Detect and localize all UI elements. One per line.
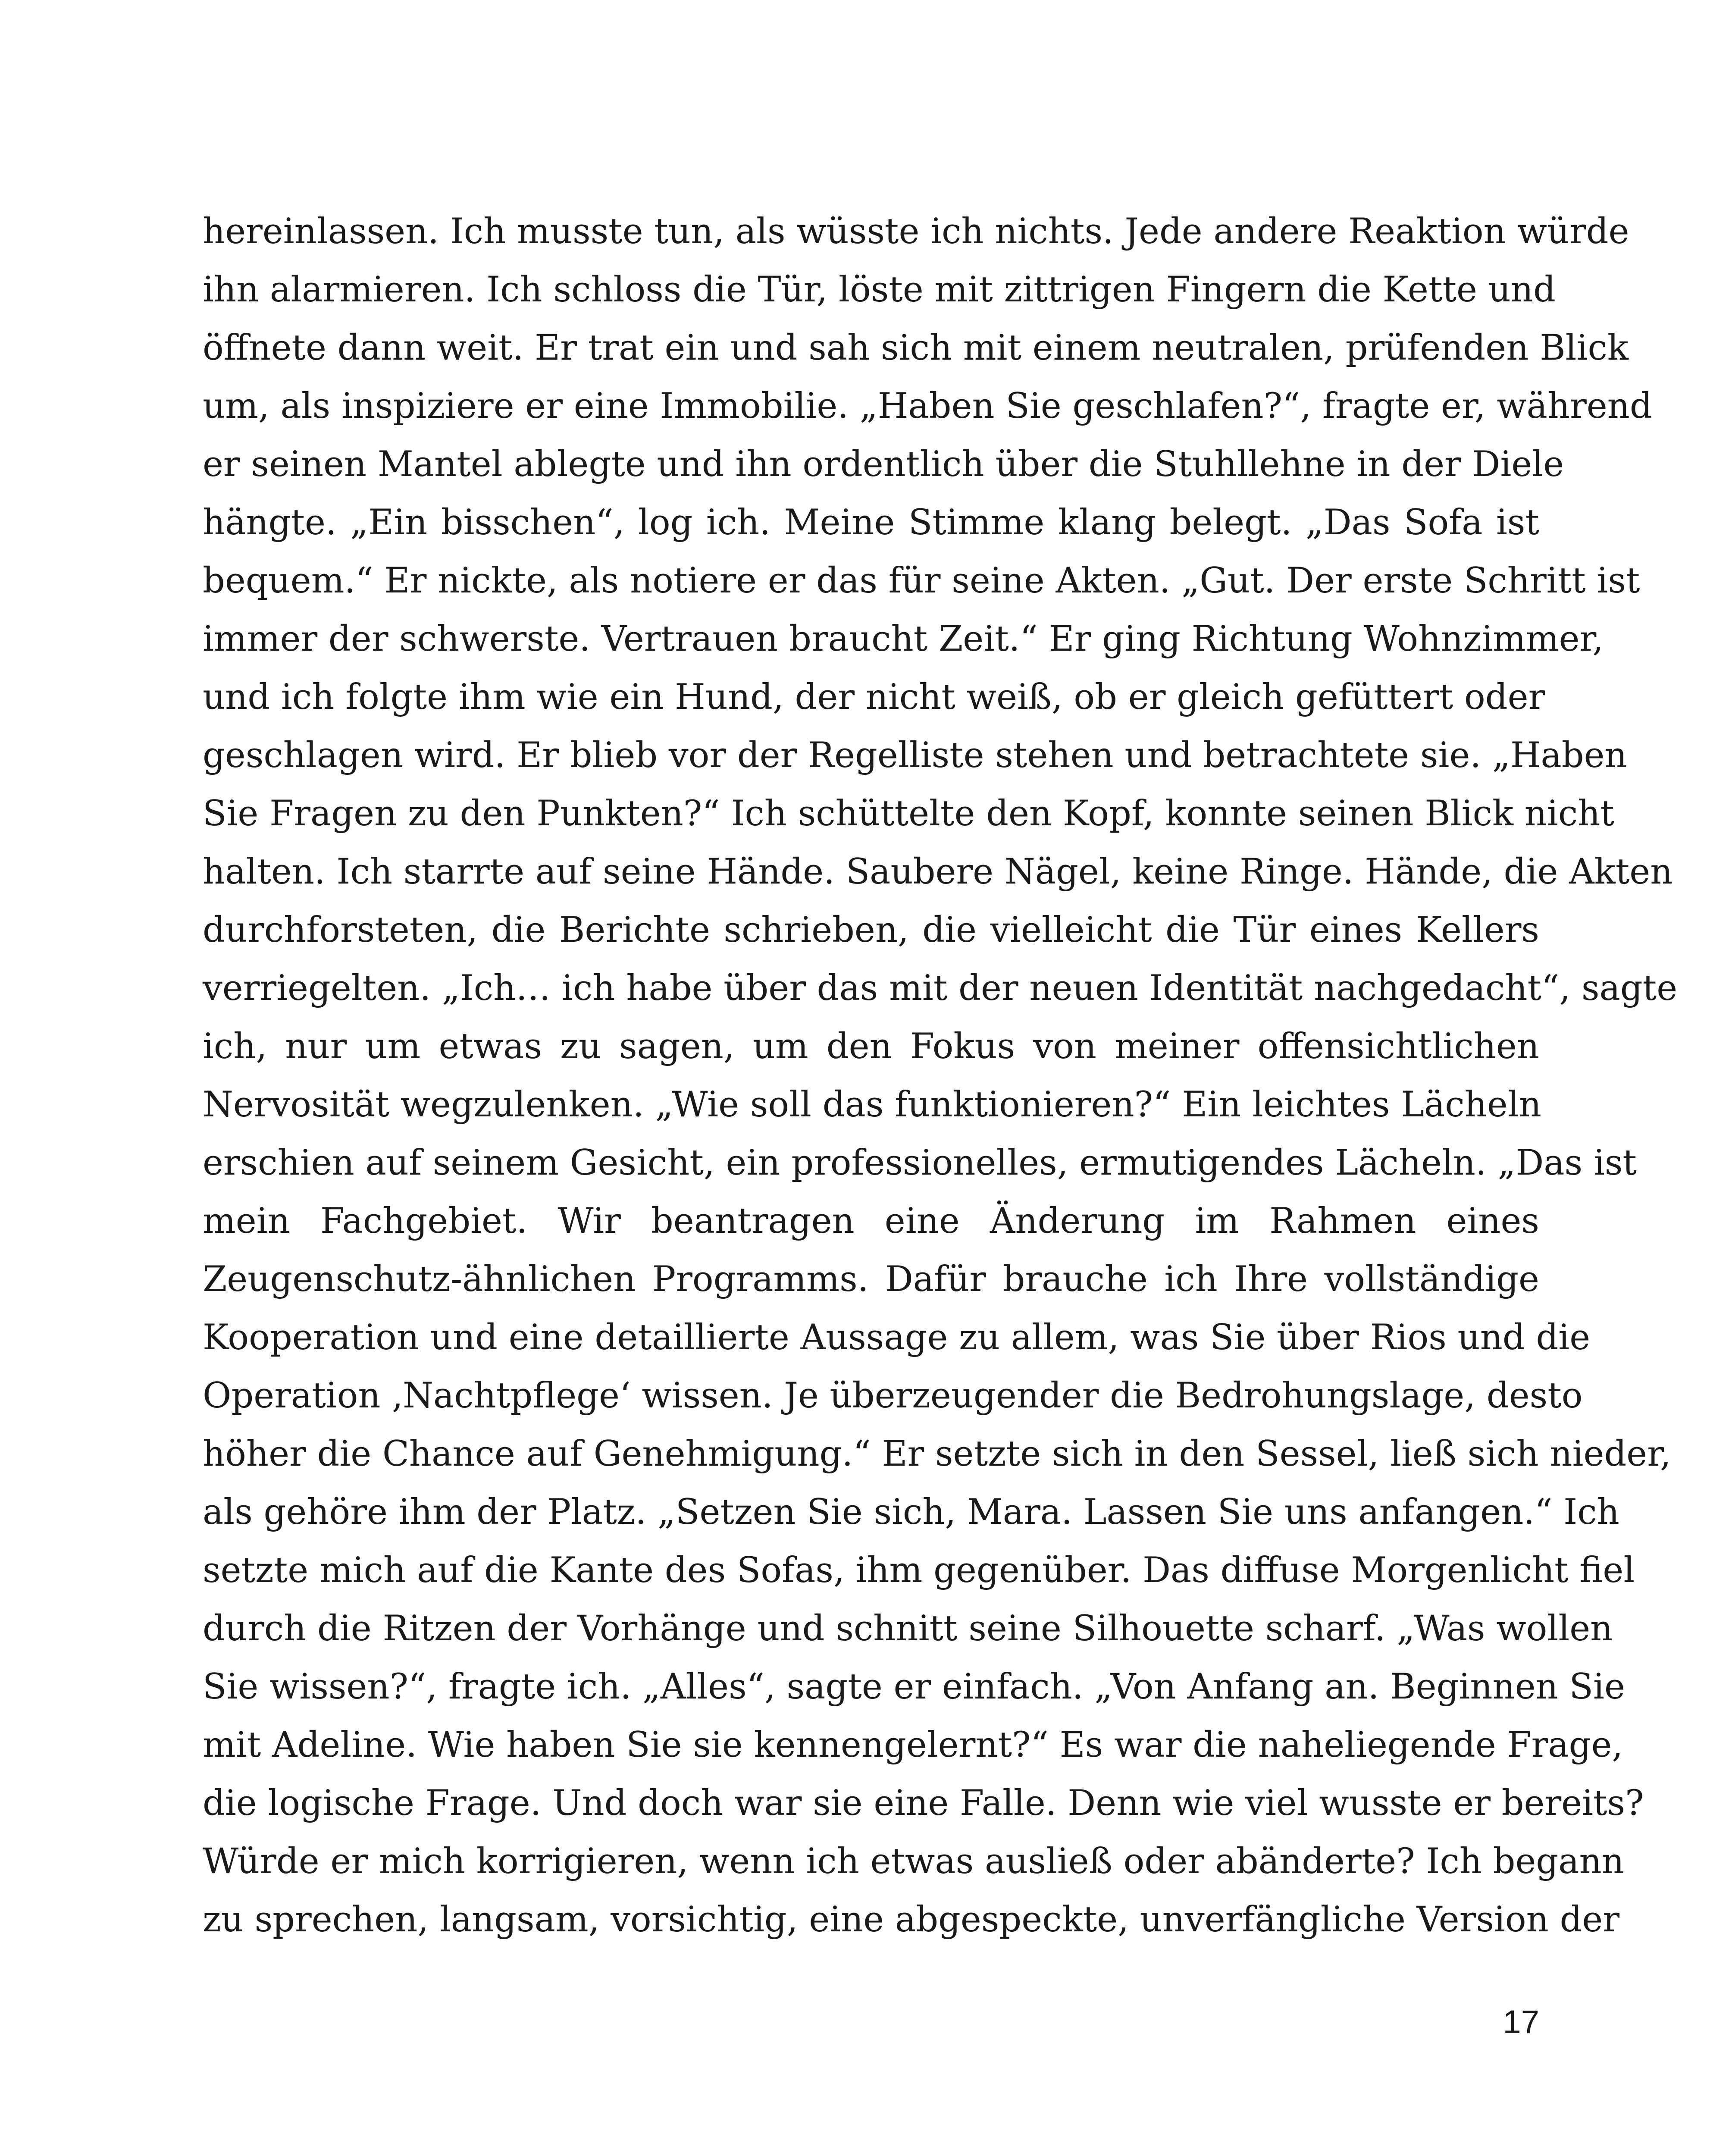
page-number: 17 — [1503, 2004, 1539, 2040]
text-line: ich, nur um etwas zu sagen, um den Fokus von meiner offensichtlichen — [203, 1026, 1539, 1067]
text-line: setzte mich auf die Kante des Sofas, ihm gegenüber. Das diffuse Morgenlicht fiel — [203, 1550, 1635, 1591]
text-line: er seinen Mantel ablegte und ihn ordentlich über die Stuhllehne in der Diele — [203, 444, 1564, 485]
text-line: die logische Frage. Und doch war sie eine Falle. Denn wie viel wusste er bereits? — [203, 1783, 1644, 1824]
body-text — [203, 203, 1678, 1949]
text-line: Zeugenschutz-ähnlichen Programms. Dafür brauche ich Ihre vollständige — [203, 1259, 1539, 1300]
text-line: als gehöre ihm der Platz. „Setzen Sie sich, Mara. Lassen Sie uns anfangen.“ Ich — [203, 1492, 1619, 1532]
text-line: mit Adeline. Wie haben Sie sie kennengelernt?“ Es war die naheliegende Frage, — [203, 1725, 1623, 1765]
text-line: bequem.“ Er nickte, als notiere er das für seine Akten. „Gut. Der erste Schritt ist — [203, 561, 1640, 601]
text-line: zu sprechen, langsam, vorsichtig, eine abgespeckte, unverfängliche Version der — [203, 1899, 1620, 1940]
text-line: geschlagen wird. Er blieb vor der Regelliste stehen und betrachtete sie. „Haben — [203, 735, 1627, 776]
text-line: verriegelten. „Ich… ich habe über das mit der neuen Identität nachgedacht“, sagte — [203, 968, 1678, 1009]
text-line: hängte. „Ein bisschen“, log ich. Meine Stimme klang belegt. „Das Sofa ist — [203, 502, 1539, 543]
text-line: und ich folgte ihm wie ein Hund, der nicht weiß, ob er gleich gefüttert oder — [203, 677, 1545, 718]
text-line: durchforsteten, die Berichte schrieben, die vielleicht die Tür eines Kellers — [203, 910, 1539, 950]
text-line: mein Fachgebiet. Wir beantragen eine Änderung im Rahmen eines — [203, 1201, 1539, 1241]
text-line: Nervosität wegzulenken. „Wie soll das funktionieren?“ Ein leichtes Lächeln — [203, 1084, 1541, 1125]
text-line: ihn alarmieren. Ich schloss die Tür, löste mit zittrigen Fingern die Kette und — [203, 270, 1556, 310]
text-line: halten. Ich starrte auf seine Hände. Saubere Nägel, keine Ringe. Hände, die Akten — [203, 852, 1673, 892]
text-line: immer der schwerste. Vertrauen braucht Zeit.“ Er ging Richtung Wohnzimmer, — [203, 619, 1604, 659]
text-line: öffnete dann weit. Er trat ein und sah sich mit einem neutralen, prüfenden Blick — [203, 328, 1629, 368]
text-line: Sie wissen?“, fragte ich. „Alles“, sagte er einfach. „Von Anfang an. Beginnen Sie — [203, 1667, 1625, 1707]
text-line: um, als inspiziere er eine Immobilie. „Haben Sie geschlafen?“, fragte er, während — [203, 386, 1652, 426]
text-line: Operation ‚Nachtpflege‘ wissen. Je überzeugender die Bedrohungslage, desto — [203, 1376, 1583, 1416]
text-line: durch die Ritzen der Vorhänge und schnitt seine Silhouette scharf. „Was wollen — [203, 1608, 1613, 1649]
text-line: höher die Chance auf Genehmigung.“ Er setzte sich in den Sessel, ließ sich nieder, — [203, 1434, 1671, 1474]
text-line: Würde er mich korrigieren, wenn ich etwas ausließ oder abänderte? Ich begann — [203, 1841, 1624, 1882]
text-line: Kooperation und eine detaillierte Aussage zu allem, was Sie über Rios und die — [203, 1317, 1591, 1358]
text-line: hereinlassen. Ich musste tun, als wüsste ich nichts. Jede andere Reaktion würde — [203, 211, 1629, 252]
text-line: erschien auf seinem Gesicht, ein professionelles, ermutigendes Lächeln. „Das ist — [203, 1143, 1637, 1183]
text-line: Sie Fragen zu den Punkten?“ Ich schüttelte den Kopf, konnte seinen Blick nicht — [203, 793, 1614, 834]
